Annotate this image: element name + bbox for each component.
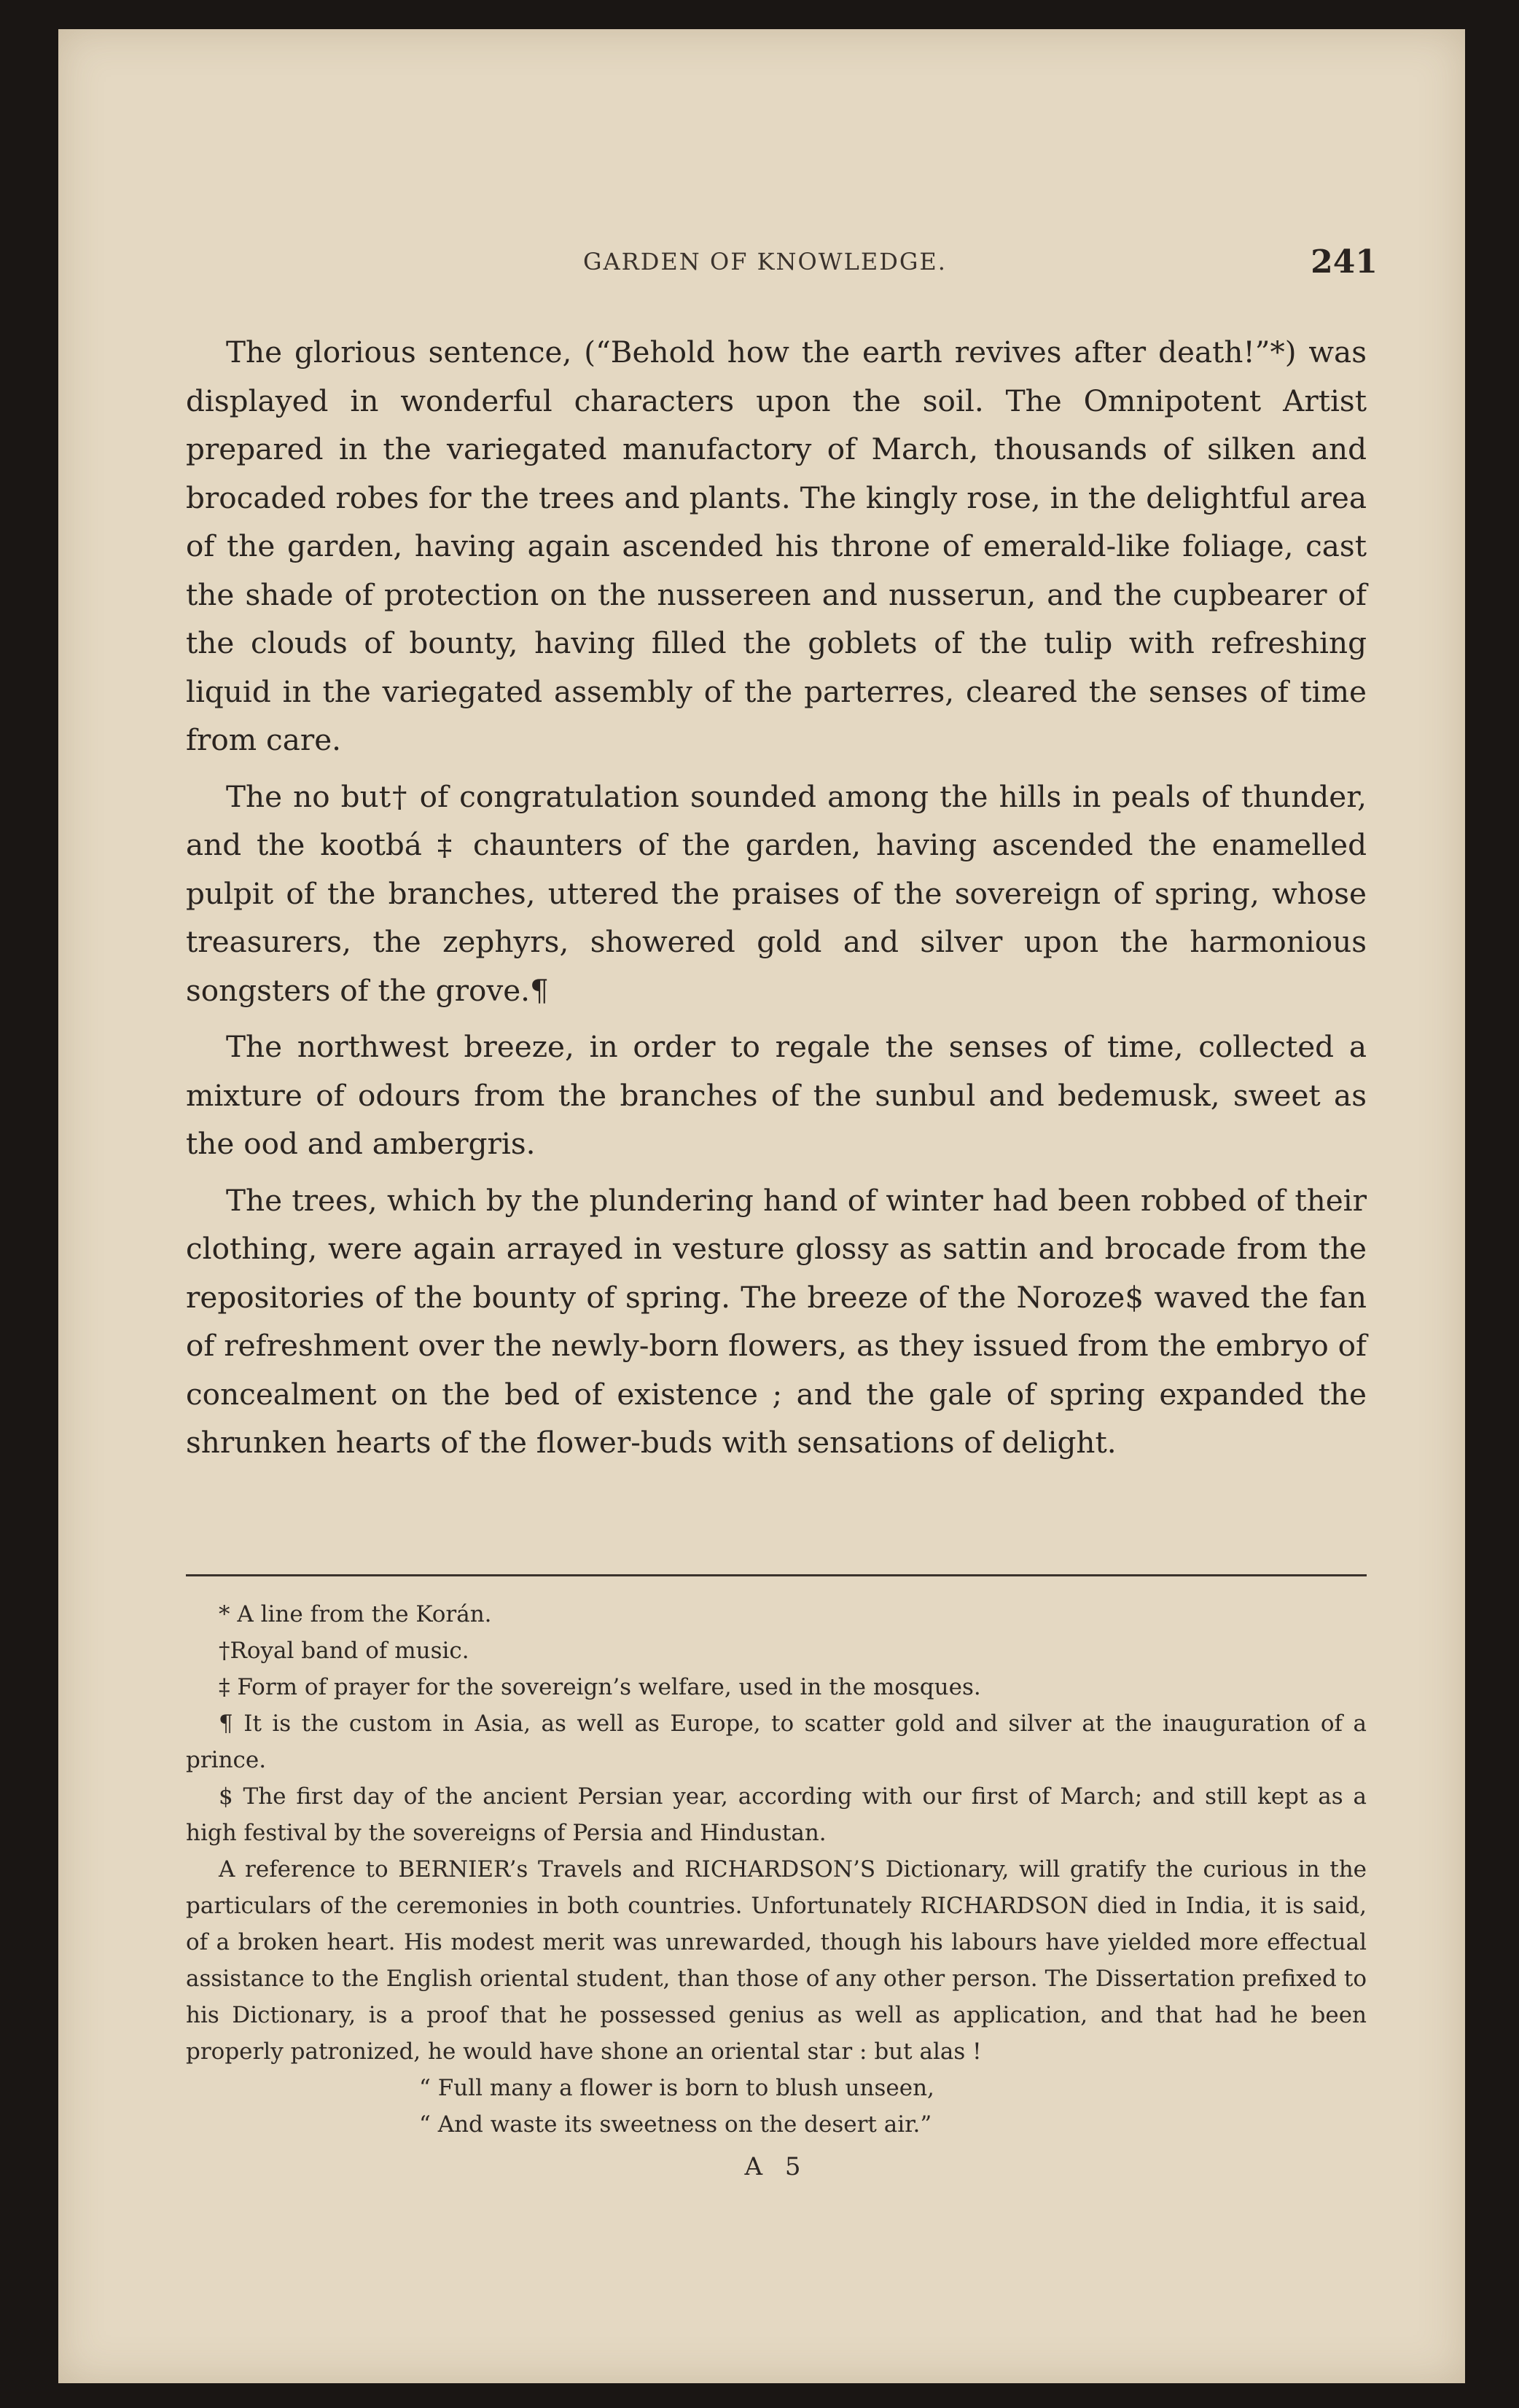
quote-line: “ Full many a flower is born to blush unseen, [419,2075,934,2101]
running-head: GARDEN OF KNOWLEDGE. [583,248,947,275]
footnote: ¶ It is the custom in Asia, as well as Europe, to scatter gold and silver at the inauguration of a prince. [186,1711,1367,1773]
paragraph: The no but† of congratulation sounded among the hills in peals of thunder, and the kootbá ‡ chaunters of the garden, having ascended the enamelled pulpit of the branches, uttered the praises of the sovereign of spring, whose treasurers, the zephyrs, showered gold and silver upon the harmonious songsters of the grove.¶ [186,778,1367,1008]
footnote-divider [186,1574,1367,1576]
footnote: ‡ Form of prayer for the sovereign’s welfare, used in the mosques. [219,1674,981,1700]
signature-mark: A 5 [744,2152,808,2181]
paragraph: The glorious sentence, (“Behold how the earth revives after death!”*) was displayed in wonderful characters upon the soil. The Omnipotent Artist prepared in the variegated manufactory of March, thousands of silken and brocaded robes for the trees and plants. The kingly rose, in the delightful area of the garden, having again ascended his throne of emerald-like foliage, cast the shade of protection on the nussereen and nusserun, and the cupbearer of the clouds of bounty, having filled the goblets of the tulip with refreshing liquid in the variegated assembly of the parterres, cleared the senses of time from care. [186,335,1367,757]
paragraph: The northwest breeze, in order to regale the senses of time, collected a mixture of odours from the branches of the sunbul and bedemusk, sweet as the ood and ambergris. [186,1029,1367,1161]
footnote: †Royal band of music. [219,1638,469,1664]
main-text [186,328,1367,1475]
book-page [58,29,1465,2383]
page-header [525,243,1414,292]
footnote: * A line from the Korán. [219,1601,492,1627]
quote-line: “ And waste its sweetness on the desert air.” [419,2111,932,2138]
paragraph: The trees, which by the plundering hand of winter had been robbed of their clothing, were again arrayed in vesture glossy as sattin and brocade from the repositories of the bounty of spring. The breeze of the Noroze$ waved the fan of refreshment over the newly-born flowers, as they issued from the embryo of concealment on the bed of existence ; and the gale of spring expanded the shrunken hearts of the flower-buds with sensations of delight. [186,1182,1367,1460]
footnote: A reference to BERNIER’s Travels and RICHARDSON’S Dictionary, will gratify the curious in the particulars of the ceremonies in both countries. Unfortunately RICHARDSON died in India, it is said, of a broken heart. His modest merit was unrewarded, though his labours have yielded more effectual assistance to the English oriental student, than those of any other person. The Dissertation prefixed to his Dictionary, is a proof that he possessed genius as well as application, and that had he been properly patronized, he would have shone an oriental star : but alas ! [186,1856,1367,2065]
page-number: 241 [1311,243,1378,281]
footnote: $ The first day of the ancient Persian year, according with our first of March; and still kept as a high festival by the sovereigns of Persia and Hindustan. [186,1783,1367,1846]
footnotes [186,1596,1367,2185]
